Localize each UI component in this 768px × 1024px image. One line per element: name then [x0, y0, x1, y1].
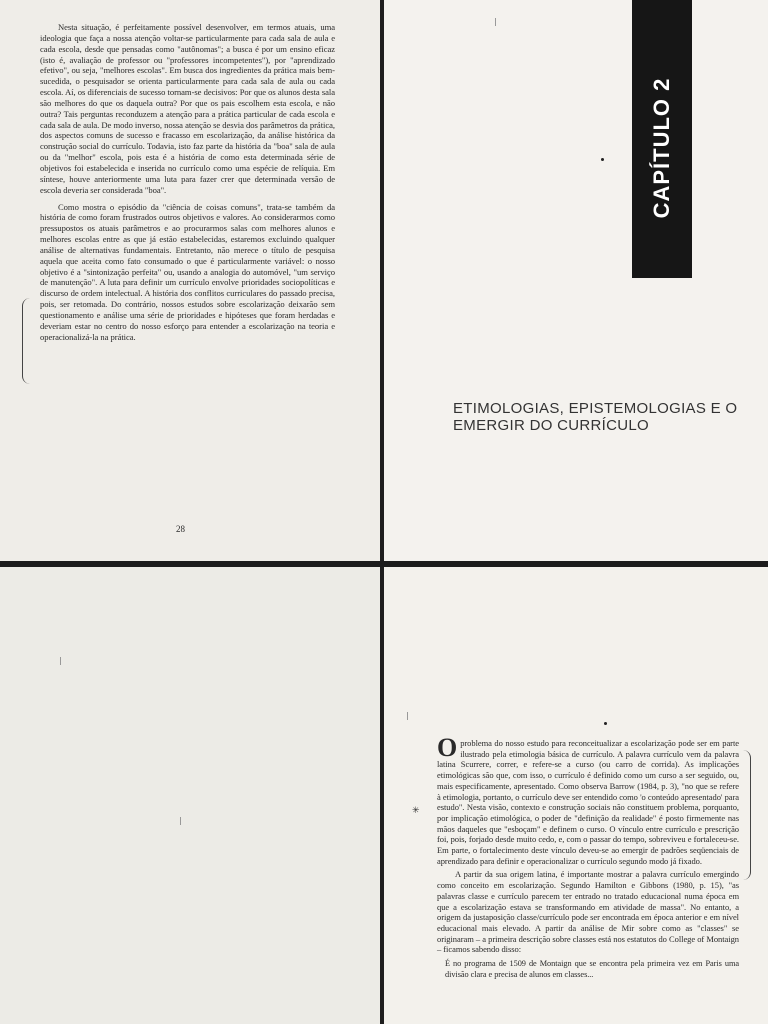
- page-gap-divider: [0, 561, 768, 567]
- chapter-tab: [632, 0, 692, 278]
- pencil-bracket-mark: [742, 750, 751, 880]
- chapter-label: CAPÍTULO 2: [649, 77, 674, 219]
- paragraph: A partir da sua origem latina, é importante mostrar a palavra currículo emergindo como conceito em escolarização. Segundo Hamilton e Gibbons (1980, p. 15), "as palavras classe e currículo parecem ter entrado no tratado educacional numa época em que a escolarização estava se transformando em atividade de massa". No entanto, a origem da justaposição classe/currículo pode ser encontrada em época anterior e em nível educacional mais elevado. A partir da análise de Mir sobre como as "classes" se originaram – a primeira descrição sobre classes está nos estatutos do College of Montaign – ficamos sabendo disso:: [437, 869, 739, 955]
- specks: [601, 158, 604, 161]
- page-bottom-left: [0, 567, 381, 1024]
- page-top-left: [0, 0, 381, 563]
- block-quote: É no programa de 1509 de Montaign que se encontra pela primeira vez em Paris uma divisão clara e precisa de alunos em classes...: [445, 959, 739, 979]
- page-text-block: [437, 733, 739, 980]
- page-text-block: [40, 22, 335, 342]
- paragraph: Como mostra o episódio da "ciência de coisas comuns", trata-se também da história de como foram frustrados outros objetivos e valores. Ao considerarmos como pressupostos os atuais parâmetros e ao procurarmos salas com melhores alunos e melhores escolas entre as que já estão estabelecidas, estaremos excluindo qualquer análise de alternativas fundamentais. Entretanto, não merece o título de pesquisa aquela que aceita como fato consumado o que é particularmente variável: o nosso objetivo é a "sintonização perfeita" ou, usando a analogia do automóvel, "um serviço de manutenção". A luta para definir um currículo envolve prioridades sociopolíticas e discurso de ordem intelectual. A história dos conflitos curriculares do passado precisa, pois, ser retomada. Do contrário, nossos estudos sobre escolarização deixarão sem questionamento e análise uma série de prioridades e hipóteses que foram herdadas e deveriam estar no centro do nosso esforço para entender a escolarização na teoria e operacionalizá-la na prática.: [40, 201, 335, 342]
- paragraph: [437, 733, 739, 866]
- page-top-right: [383, 0, 768, 563]
- specks: [604, 722, 607, 725]
- drop-cap: O: [437, 733, 458, 762]
- chapter-title-line: ETIMOLOGIAS, EPISTEMOLOGIAS E O: [453, 400, 738, 417]
- pencil-bracket-mark: [22, 298, 33, 384]
- specks: [495, 18, 496, 26]
- paragraph: Nesta situação, é perfeitamente possível desenvolver, em termos atuais, uma ideologia que faça a nossa atenção voltar-se particularmente para cada sala de aula e cada escola, desde que pensadas como "autônomas"; a busca é por um ensino eficaz (isto é, avaliação de professor ou "professores incompetentes"), por "aprendizado efetivo", ou seja, "melhores escolas". Em busca dos ingredientes da prática mais bem-sucedida, o pesquisador se orienta particularmente para cada sala de aula ou cada escola. Aí, os diferenciais de sucesso tornam-se decisivos: Por que os alunos desta sala são melhores do que os daquela outra? Por que os pais escolhem esta escola, e não outra? Tais perguntas reconduzem a atenção para a prática particular de cada escola e cada sala de aula. De modo inverso, nossa atenção se desvia dos parâmetros da prática, dos aspectos comuns de sucesso e fracasso em escolarização, da análise histórica da construção social do currículo. Todavia, isto faz parte da história da "boa" sala de aula ou da "melhor" escola, pois esta é a história de como esta determinada série de objetivos foi estabelecida e inserida no currículo como uma espécie de relíquia. Em síntese, houve anteriormente uma luta para fazer crer que determinada versão de escola deveria ser considerada "boa".: [40, 22, 335, 195]
- chapter-title: [453, 400, 743, 434]
- paragraph-text: problema do nosso estudo para reconceitualizar a escolarização pode ser em parte ilustrado pela etimologia básica de currículo. A palavra currículo vem da palavra latina Scurrere, correr, e refere-se a curso (ou carro de corrida). As implicações etimológicas são que, com isso, o currículo é definido como um curso a ser seguido, ou, mais especificamente, apresentado. Como observa Barrow (1984, p. 3), "no que se refere à etimologia, portanto, o currículo deve ser entendido como 'o conteúdo apresentado' para estudo". Nesta visão, contexto e construção sociais não constituem problema, porquanto, por implicação etimológica, o poder de "definição da realidade" é posto firmemente nas mãos daqueles que "esboçam" e definem o curso. O vínculo entre currículo e prescrição foi, pois, forjado desde muito cedo, e, com o passar do tempo, sobreviveu e fortaleceu-se. Em parte, o fortalecimento deste vínculo deveu-se ao emergir de padrões seqüenciais de aprendizado para definir e operacionalizar o currículo segundo modo já fixado.: [437, 738, 739, 866]
- specks: [407, 712, 408, 720]
- specks: [60, 657, 61, 665]
- specks: [180, 817, 181, 825]
- chapter-title-line: EMERGIR DO CURRÍCULO: [453, 417, 650, 434]
- asterisk-icon: ✳: [412, 806, 420, 816]
- page-number: 28: [176, 524, 185, 534]
- spine-divider: [380, 0, 384, 1024]
